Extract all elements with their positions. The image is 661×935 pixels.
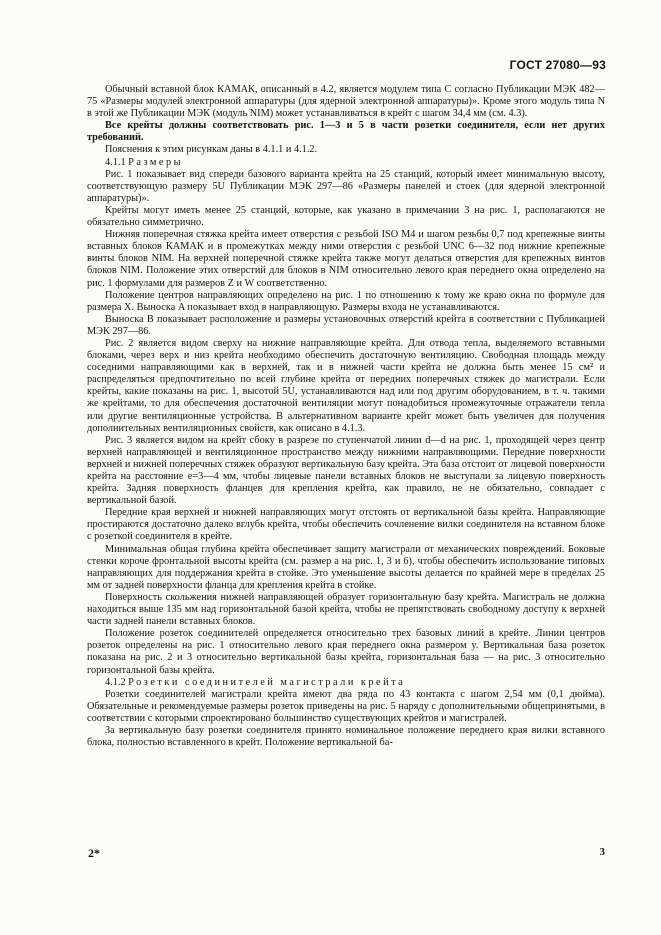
paragraph: Рис. 2 является видом сверху на нижние направляющие крейта. Для отвода тепла, выделяемого вставными блоками, через верх и низ крейта необходимо обеспечить достаточную вентиляцию. Свободная площадь между соседними направляющими как в верхней, так и в нижней части крейта не должна быть менее 15 см² и распределяться предпочтительно по всей глубине крейта от передних поперечных стяжек до магистрали. Если крейты, какие показаны на рис. 1, высотой 5U, устанавливаются над или под другим оборудованием, в т. ч. такими же крейтами, то для обеспечения достаточной вентиляции могут понадобиться промежуточные отражатели тепла или другие вентиляционные устройства. В альтернативном варианте крейт может быть увеличен для получения дополнительных вентиляционных свойств, как описано в 4.1.3.	[87, 337, 605, 434]
paragraph: Крейты могут иметь менее 25 станций, которые, как указано в примечании 3 на рис. 1, располагаются не обязательно симметрично.	[87, 204, 605, 229]
paragraph: Рис. 3 является видом на крейт сбоку в разрезе по ступенчатой линии d—d на рис. 1, проходящей через центр верхней направляющей и вентиляционное пространство между нижними направляющими. Передние поверхности верхней и нижней поперечных стяжек образуют вертикальную базу крейта. Эта база отстоит от лицевой поверхности крейта на расстояние e=3—4 мм, чтобы лицевые панели вставных блоков не выступали за лицевую поверхность крейта. Задняя поверхность фланцев для крепления крейта, как правило, не не обязательно, совпадает с вертикальной базой.	[87, 434, 605, 507]
paragraph: Поверхность скольжения нижней направляющей образует горизонтальную базу крейта. Магистраль не должна находиться выше 135 мм над горизонтальной базой крейта, чтобы не препятствовать свободному доступу к верхней части задней панели вставных блоков.	[87, 591, 605, 628]
paragraph: Положение розеток соединителей определяется относительно трех базовых линий в крейте. Линии центров розеток определены на рис. 1 относительно левого края переднего окна размером y. Вертикальная база розеток показана на рис. 2 и 3 относительно вертикальной базы крейта, горизонтальная база — на рис. 3 относительно горизонтальной базы крейта.	[87, 628, 605, 676]
section-number: 4.1.1	[105, 156, 126, 168]
section-title: Розетки соединителей магистрали крейта	[128, 676, 406, 688]
section-heading-dimensions	[87, 157, 605, 169]
paragraph: Передние края верхней и нижней направляющих могут отстоять от вертикальной базы крейта. Направляющие простираются достаточно далеко вглубь крейта, чтобы обеспечить сочленение вилки соединителя на вставном блоке с розеткой соединителя в крейте.	[87, 507, 605, 543]
paragraph: Нижняя поперечная стяжка крейта имеет отверстия с резьбой ISO M4 и шагом резьбы 0,7 под крепежные винты вставных блоков КАМАК и в промежутках между ними отверстия с резьбой UNC 6—32 под нижние крепежные винты блоков NIM. На верхней поперечной стяжке крейта также могут делаться отверстия для крепежных винтов блоков NIM. Положение этих отверстий для блоков в NIM относительно левого края переднего окна определено на рис. 1 формулами для размеров Z и W соответственно.	[87, 229, 605, 289]
signature-mark: 2*	[88, 846, 100, 860]
document-number-header: ГОСТ 27080—93	[509, 58, 606, 72]
page-number: 3	[599, 846, 605, 858]
document-body	[87, 84, 605, 749]
paragraph: Минимальная общая глубина крейта обеспечивает защиту магистрали от механических повреждений. Боковые стенки короче фронтальной высоты крейта (см. размер a на рис. 1, 3 и 6), чтобы обеспечить использование типовых направляющих для поддержания крейта в стойке. Это уменьшение высоты делается по крайней мере в пределах 25 мм от задней поверхности фланца для крепления крейта в стойке.	[87, 543, 605, 591]
paragraph: Рис. 1 показывает вид спереди базового варианта крейта на 25 станций, который имеет минимальную высоту, соответствующую размеру 5U Публикации МЭК 297—86 «Размеры панелей и стоек (для ядерной электронной аппаратуры)».	[87, 168, 605, 204]
bold-requirement-paragraph: Все крейты должны соответствовать рис. 1—3 и 5 в части розетки соединителя, если нет других требований.	[87, 120, 605, 144]
paragraph: Пояснения к этим рисункам даны в 4.1.1 и 4.1.2.	[105, 144, 318, 156]
paragraph: За вертикальную базу розетки соединителя принято номинальное положение переднего края вилки вставного блока, полностью вставленного в крейт. Положение вертикальной ба-	[87, 724, 605, 749]
paragraph: Обычный вставной блок КАМАК, описанный в 4.2, является модулем типа С согласно Публикации МЭК 482—75 «Размеры модулей электронной аппаратуры (для ядерной электронной аппаратуры)». Кроме этого модуль типа N в этой же Публикации МЭК (модуль NIM) может устанавливаться в крейт с шагом 34,4 мм (см. 4.3).	[87, 84, 605, 120]
section-title: Размеры	[128, 156, 184, 168]
paragraph: Розетки соединителей магистрали крейта имеют два ряда по 43 контакта с шагом 2,54 мм (0,1 дюйма). Обязательные и рекомендуемые размеры розеток приведены на рис. 5 наряду с дополнительными общепринятыми, в соответствии с которыми спроектировано большинство существующих крейтов и магистралей.	[87, 688, 605, 724]
paragraph: Выноска B показывает расположение и размеры установочных отверстий крейта в соответствии с Публикацией МЭК 297—86.	[87, 313, 605, 337]
paragraph: Положение центров направляющих определено на рис. 1 по отношению к тому же краю окна по формуле для размера X. Выноска A показывает вход в направляющую. Размеры входа не устанавливаются.	[87, 289, 605, 313]
section-heading-connectors	[87, 677, 605, 689]
section-number: 4.1.2	[105, 676, 126, 688]
